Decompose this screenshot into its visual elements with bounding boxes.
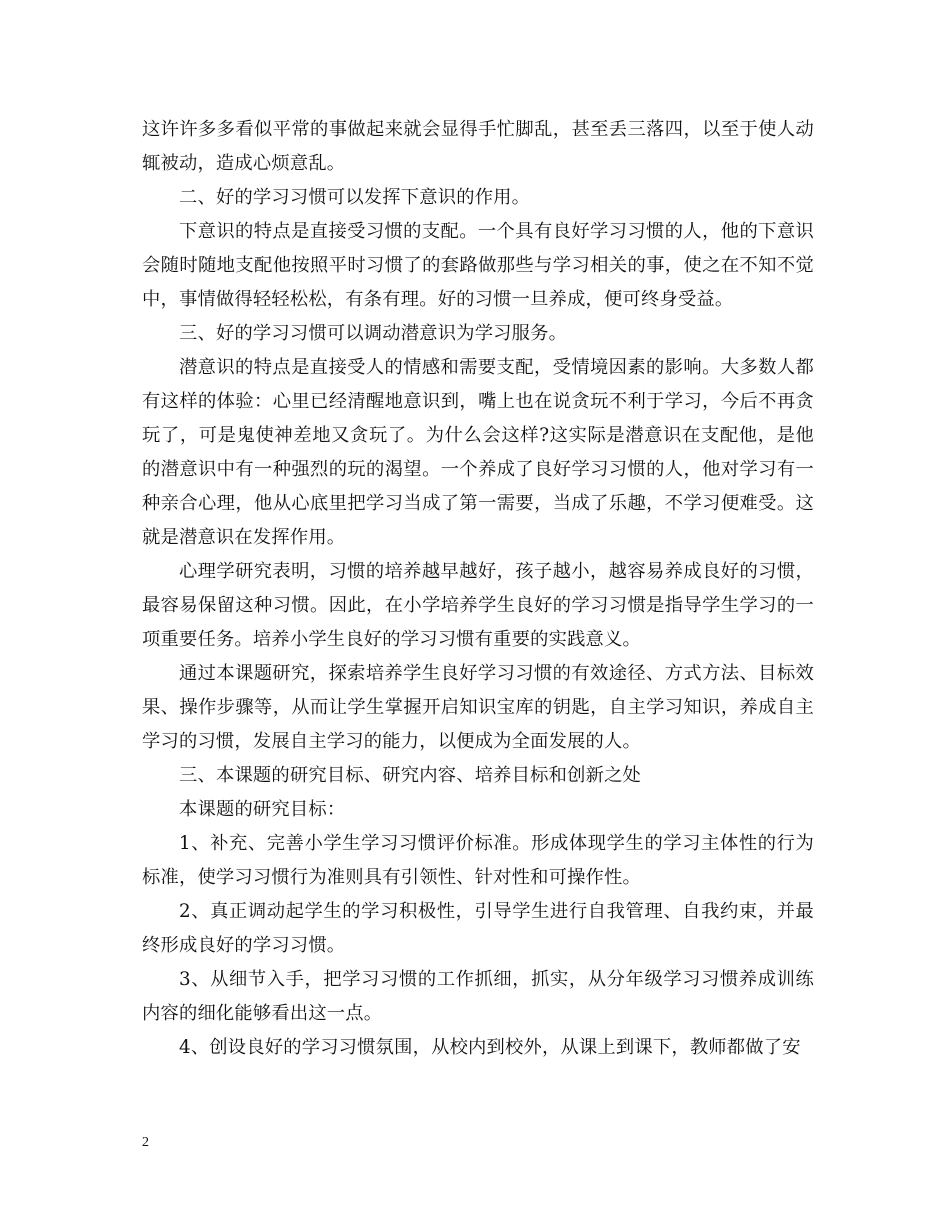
- section-heading: 三、好的学习习惯可以调动潜意识为学习服务。: [179, 323, 568, 344]
- paragraph: 下意识的特点是直接受习惯的支配。一个具有良好学习习惯的人，他的下意识会随时随地支配他按照平时习惯了的套路做那些与学习相关的事，使之在不知不觉中，事情做得轻轻松松，有条有理。好的习惯一旦养成，便可终身受益。: [142, 221, 814, 310]
- subheading: 本课题的研究目标：: [179, 799, 346, 820]
- section-heading: 二、好的学习习惯可以发挥下意识的作用。: [179, 187, 531, 208]
- paragraph: 潜意识的特点是直接受人的情感和需要支配，受情境因素的影响。大多数人都有这样的体验：心里已经清醒地意识到，嘴上也在说贪玩不利于学习，今后不再贪玩了，可是鬼使神差地又贪玩了。为什么会这样?这实际是潜意识在支配他，是他的潜意识中有一种强烈的玩的渴望。一个养成了良好学习习惯的人，他对学习有一种亲合心理，他从心底里把学习当成了第一需要，当成了乐趣，不学习便难受。这就是潜意识在发挥作用。: [142, 357, 814, 548]
- page-number: 2: [142, 1135, 149, 1150]
- document-body: [142, 113, 814, 1065]
- list-item: 1、补充、完善小学生学习习惯评价标准。形成体现学生的学习主体性的行为标准，使学习习惯行为准则具有引领性、针对性和可操作性。: [142, 833, 814, 888]
- paragraph: 这许许多多看似平常的事做起来就会显得手忙脚乱，甚至丢三落四，以至于使人动辄被动，造成心烦意乱。: [142, 119, 814, 174]
- list-item: 3、从细节入手，把学习习惯的工作抓细，抓实，从分年级学习习惯养成训练内容的细化能够看出这一点。: [142, 969, 814, 1024]
- section-heading: 三、本课题的研究目标、研究内容、培养目标和创新之处: [179, 765, 642, 786]
- list-item: 4、创设良好的学习习惯氛围，从校内到校外，从课上到课下，教师都做了安: [179, 1037, 801, 1058]
- paragraph: 通过本课题研究，探索培养学生良好学习习惯的有效途径、方式方法、目标效果、操作步骤等，从而让学生掌握开启知识宝库的钥匙，自主学习知识，养成自主学习的习惯，发展自主学习的能力，以便成为全面发展的人。: [142, 663, 814, 752]
- paragraph: 心理学研究表明，习惯的培养越早越好，孩子越小，越容易养成良好的习惯，最容易保留这种习惯。因此，在小学培养学生良好的学习习惯是指导学生学习的一项重要任务。培养小学生良好的学习习惯有重要的实践意义。: [142, 561, 814, 650]
- list-item: 2、真正调动起学生的学习积极性，引导学生进行自我管理、自我约束，并最终形成良好的学习习惯。: [142, 901, 814, 956]
